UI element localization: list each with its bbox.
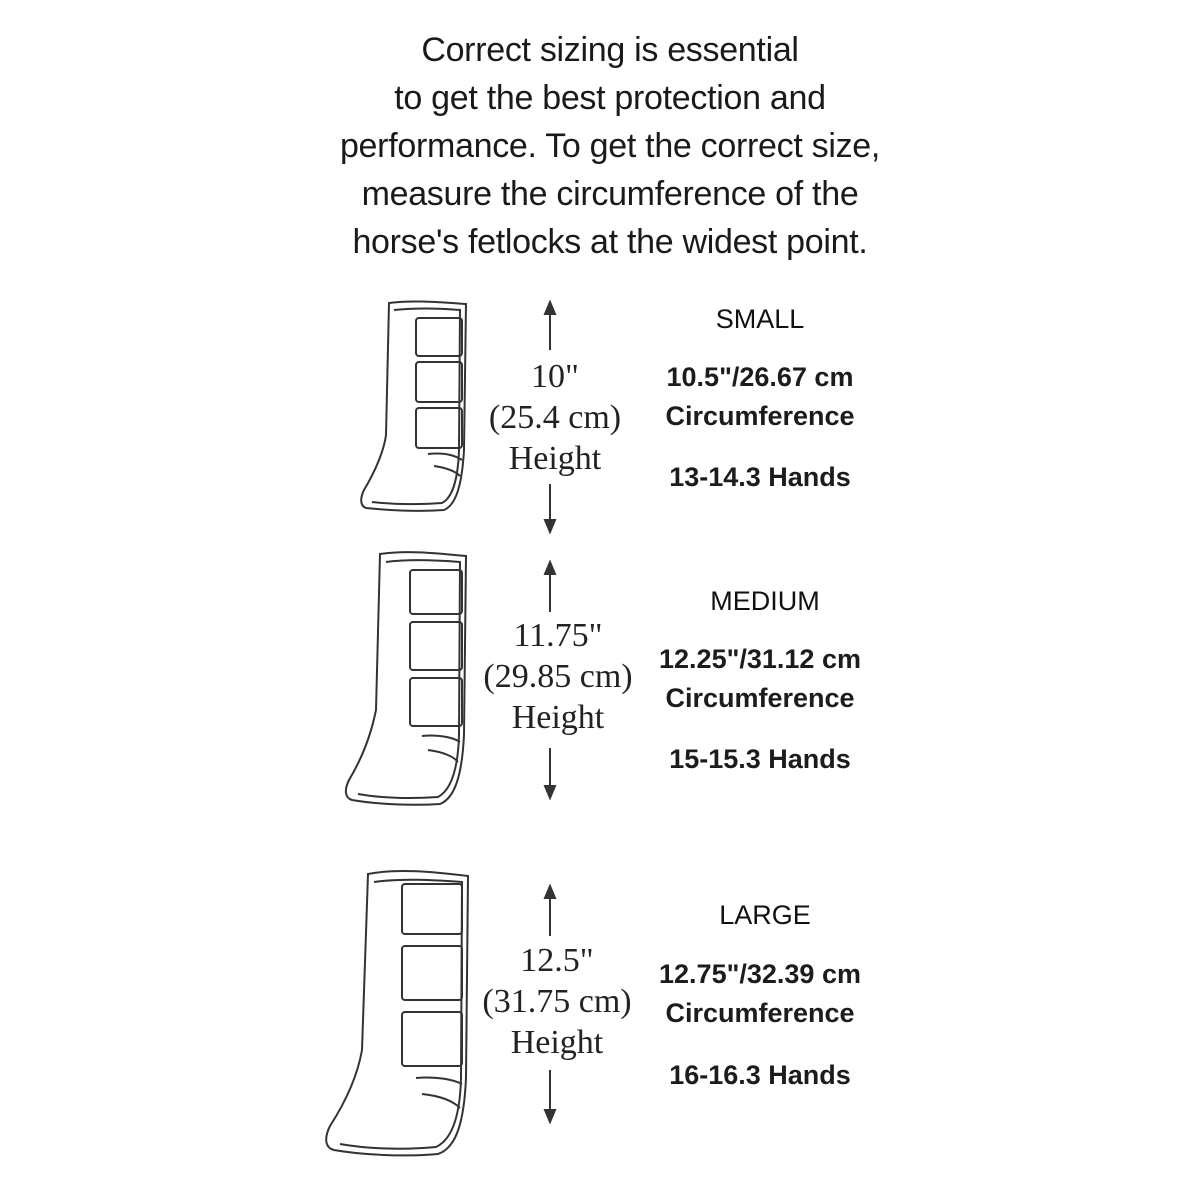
intro-line: Correct sizing is essential	[421, 31, 799, 69]
size-name: LARGE	[719, 900, 811, 930]
intro-line: performance. To get the correct size,	[339, 127, 881, 165]
height-inches: 12.5"	[520, 942, 594, 979]
intro-line: measure the circumference of the	[361, 175, 859, 213]
circumference-value: 12.25"/31.12 cm	[659, 644, 861, 674]
intro-line: to get the best protection and	[394, 79, 826, 117]
circumference-value: 10.5"/26.67 cm	[666, 362, 854, 392]
boot-medium-illustration	[340, 550, 475, 810]
size-name: SMALL	[715, 304, 805, 334]
height-inches: 11.75"	[513, 617, 603, 654]
circumference-label: Circumference	[665, 401, 855, 431]
height-inches: 10"	[531, 358, 579, 395]
size-name: MEDIUM	[710, 586, 820, 616]
boot-large-illustration	[320, 868, 480, 1160]
hands-range: 15-15.3 Hands	[669, 744, 851, 774]
height-cm: (31.75 cm)	[482, 983, 632, 1020]
height-label	[458, 615, 658, 738]
intro-text	[300, 26, 920, 266]
circumference-value: 12.75"/32.39 cm	[659, 959, 861, 989]
height-word: Height	[511, 699, 605, 736]
intro-line: horse's fetlocks at the widest point.	[352, 223, 868, 261]
circumference-label: Circumference	[665, 998, 855, 1028]
height-cm: (29.85 cm)	[483, 658, 633, 695]
height-cm: (25.4 cm)	[488, 399, 622, 436]
height-word: Height	[510, 1024, 604, 1061]
circumference-label: Circumference	[665, 683, 855, 713]
hands-range: 16-16.3 Hands	[669, 1060, 851, 1090]
hands-range: 13-14.3 Hands	[669, 462, 851, 492]
height-word: Height	[508, 440, 602, 477]
